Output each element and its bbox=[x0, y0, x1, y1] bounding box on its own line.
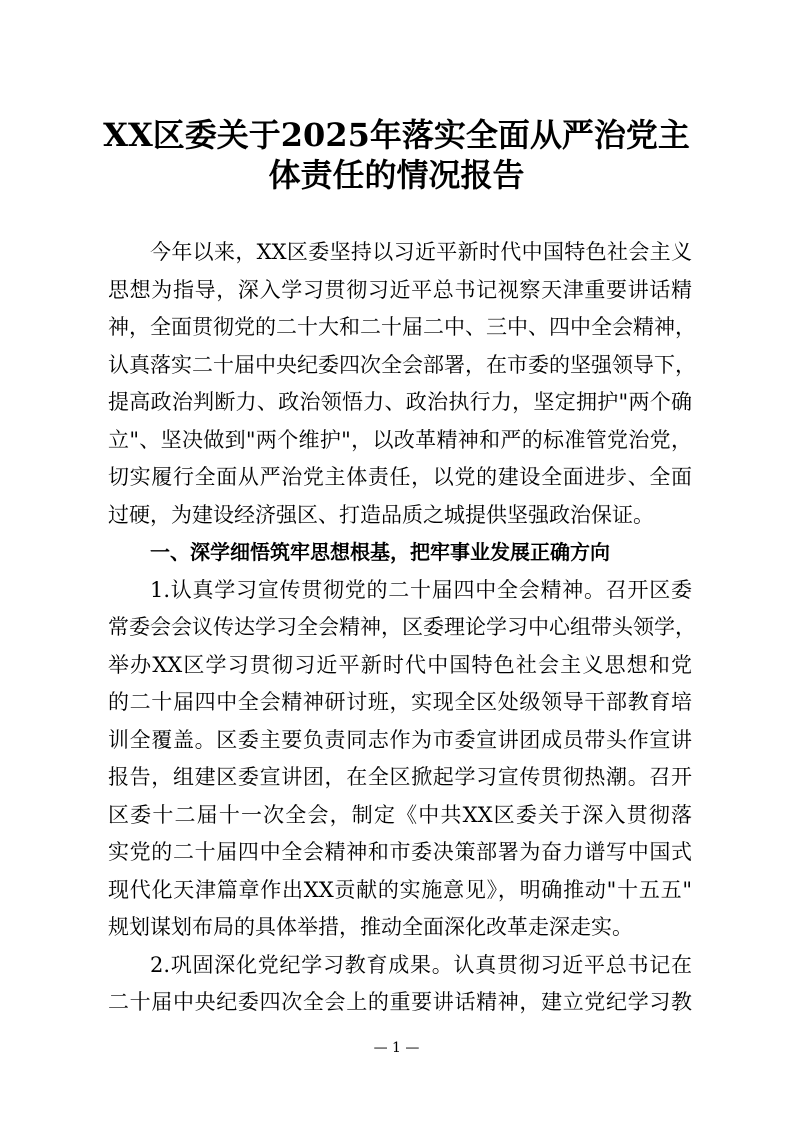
paragraph-line: 规划谋划布局的具体举措，推动全面深化改革走深走实。 bbox=[108, 915, 633, 939]
paragraph-line: 认真落实二十届中央纪委四次全会部署，在市委的坚强领导下， bbox=[108, 352, 696, 377]
section-heading bbox=[108, 534, 692, 572]
paragraph-line: 现代化天津篇章作出XX贡献的实施意见》，明确推动"十五五" bbox=[108, 877, 692, 902]
paragraph bbox=[108, 947, 692, 1022]
section-heading-text: 一、深学细悟筑牢思想根基，把牢事业发展正确方向 bbox=[150, 540, 610, 564]
paragraph-line: 区委十二届十一次全会，制定《中共XX区委关于深入贯彻落 bbox=[108, 802, 692, 827]
paragraph-line: 实党的二十届四中全会精神和市委决策部署为奋力谱写中国式 bbox=[108, 840, 692, 864]
paragraph-line: 报告，组建区委宣讲团，在全区掀起学习宣传贯彻热潮。召开 bbox=[108, 765, 692, 789]
paragraph-line: 常委会会议传达学习全会精神，区委理论学习中心组带头领学， bbox=[108, 615, 696, 639]
paragraph bbox=[108, 234, 696, 534]
paragraph-line: 的二十届四中全会精神研讨班，实现全区处级领导干部教育培 bbox=[108, 690, 692, 714]
document-title-line-1: XX区委关于2025年落实全面从严治党主 bbox=[103, 116, 690, 154]
paragraph-line: 过硬，为建设经济强区、打造品质之城提供坚强政治保证。 bbox=[108, 502, 654, 527]
paragraph-line: 2.巩固深化党纪学习教育成果。认真贯彻习近平总书记在 bbox=[150, 952, 692, 977]
paragraph-line: 举办XX区学习贯彻习近平新时代中国特色社会主义思想和党 bbox=[108, 652, 692, 677]
paragraph-line: 切实履行全面从严治党主体责任，以党的建设全面进步、全面 bbox=[108, 465, 692, 489]
paragraph-line: 二十届中央纪委四次全会上的重要讲话精神，建立党纪学习教 bbox=[108, 990, 692, 1014]
paragraph-line: 立"、坚决做到"两个维护"，以改革精神和严的标准管党治党， bbox=[108, 427, 692, 452]
document-body bbox=[108, 234, 696, 1022]
paragraph-line: 思想为指导，深入学习贯彻习近平总书记视察天津重要讲话精 bbox=[108, 277, 692, 302]
paragraph-line: 提高政治判断力、政治领悟力、政治执行力，坚定拥护"两个确 bbox=[108, 390, 692, 414]
paragraph-line: 训全覆盖。区委主要负责同志作为市委宣讲团成员带头作宣讲 bbox=[108, 727, 692, 752]
paragraph-line: 1.认真学习宣传贯彻党的二十届四中全会精神。召开区委 bbox=[150, 577, 692, 602]
paragraph bbox=[108, 572, 696, 947]
paragraph-line: 今年以来，XX区委坚持以习近平新时代中国特色社会主义 bbox=[150, 240, 692, 264]
page-number: — 1 — bbox=[373, 1040, 420, 1056]
document-title-line-2: 体责任的情况报告 bbox=[268, 156, 525, 194]
paragraph-line: 神，全面贯彻党的二十大和二十届二中、三中、四中全会精神， bbox=[108, 315, 696, 339]
